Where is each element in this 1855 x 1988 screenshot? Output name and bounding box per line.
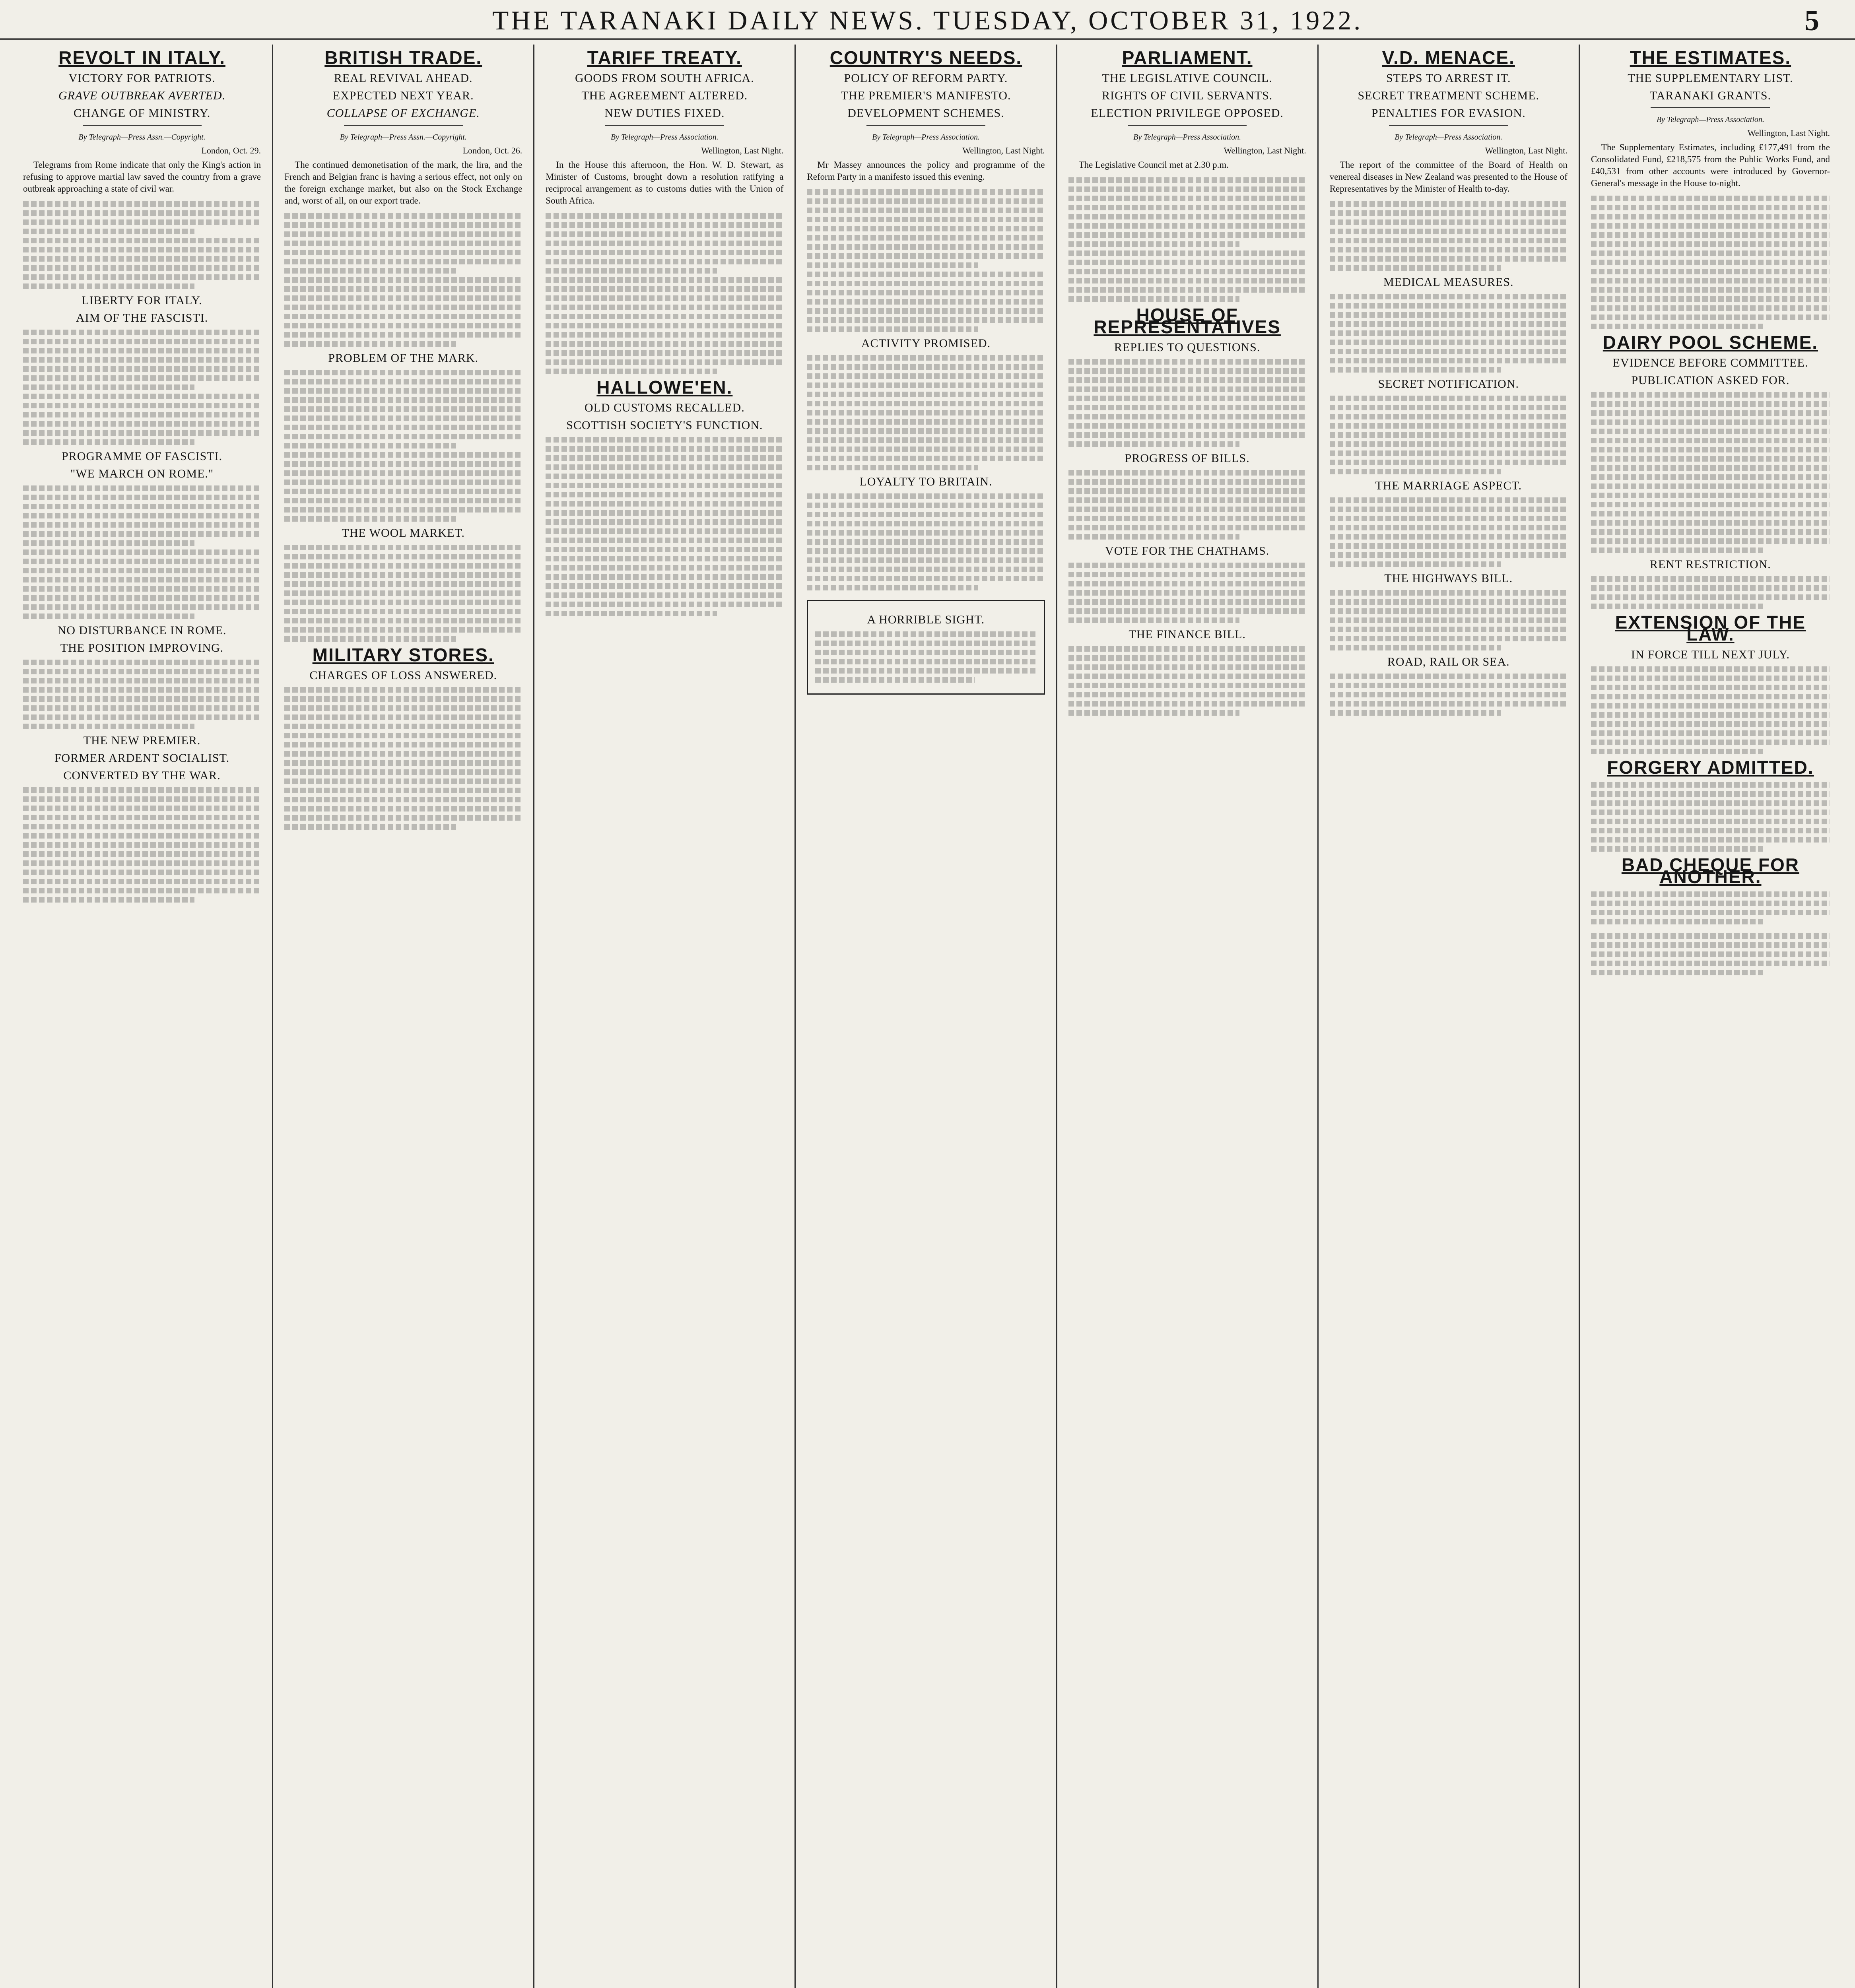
section-heading: THE POSITION IMPROVING. xyxy=(60,641,224,654)
newspaper-title: THE TARANAKI DAILY NEWS. TUESDAY, OCTOBER 31, 1922. xyxy=(492,5,1363,35)
dateline: London, Oct. 26. xyxy=(462,146,523,155)
article-body xyxy=(1068,470,1306,540)
subheading: PENALTIES FOR EVASION. xyxy=(1371,107,1526,120)
section-heading: CONVERTED BY THE WAR. xyxy=(63,769,221,782)
article-body xyxy=(807,493,1045,590)
subheading: NEW DUTIES FIXED. xyxy=(604,107,725,120)
dateline: Wellington, Last Night. xyxy=(701,146,784,155)
dateline: Wellington, Last Night. xyxy=(1224,146,1306,155)
article-lead: The Legislative Council met at 2.30 p.m. xyxy=(1078,160,1229,170)
headline: REVOLT IN ITALY. xyxy=(58,47,225,68)
section-heading: REPLIES TO QUESTIONS. xyxy=(1114,341,1261,354)
masthead xyxy=(0,0,1855,40)
article-body xyxy=(807,189,1045,332)
headline: HALLOWE'EN. xyxy=(596,377,733,398)
section-heading: NO DISTURBANCE IN ROME. xyxy=(57,624,227,637)
divider xyxy=(1128,125,1247,126)
dateline: London, Oct. 29. xyxy=(201,146,261,155)
section-heading: PROGRESS OF BILLS. xyxy=(1125,452,1250,465)
subheading: CHANGE OF MINISTRY. xyxy=(73,107,211,120)
subheading: VICTORY FOR PATRIOTS. xyxy=(68,72,216,85)
headline: FORGERY ADMITTED. xyxy=(1607,757,1814,778)
section-heading: THE MARRIAGE ASPECT. xyxy=(1375,479,1522,492)
headline: EXTENSION OF THE LAW. xyxy=(1615,612,1806,645)
section-heading: THE HIGHWAYS BILL. xyxy=(1384,572,1513,585)
subheading: DEVELOPMENT SCHEMES. xyxy=(847,107,1004,120)
subheading: STEPS TO ARREST IT. xyxy=(1386,72,1511,85)
article-body xyxy=(1591,782,1830,852)
section-heading: THE NEW PREMIER. xyxy=(83,734,201,747)
section-heading: ROAD, RAIL OR SEA. xyxy=(1387,655,1510,668)
dateline: Wellington, Last Night. xyxy=(1485,146,1568,155)
section-heading: PROGRAMME OF FASCISTI. xyxy=(62,450,223,463)
article-body xyxy=(1068,359,1306,447)
section-heading: IN FORCE TILL NEXT JULY. xyxy=(1631,648,1790,661)
subheading: THE LEGISLATIVE COUNCIL. xyxy=(1102,72,1272,85)
subheading: ELECTION PRIVILEGE OPPOSED. xyxy=(1091,107,1284,120)
subheading: THE AGREEMENT ALTERED. xyxy=(581,89,748,102)
section-heading: PUBLICATION ASKED FOR. xyxy=(1631,374,1790,387)
article-body xyxy=(284,213,522,347)
article-body xyxy=(1330,590,1568,650)
article-body xyxy=(23,660,261,729)
headline: BAD CHEQUE FOR ANOTHER. xyxy=(1621,854,1799,887)
section-heading: RENT RESTRICTION. xyxy=(1650,558,1771,571)
article-body xyxy=(1330,674,1568,716)
article-body xyxy=(23,787,261,903)
column-1 xyxy=(12,45,273,1988)
headline: TARIFF TREATY. xyxy=(587,47,742,68)
column-2 xyxy=(273,45,534,1988)
byline: By Telegraph—Press Association. xyxy=(1656,115,1764,124)
headline: MILITARY STORES. xyxy=(312,645,494,665)
headline: DAIRY POOL SCHEME. xyxy=(1602,332,1818,353)
section-heading: LOYALTY TO BRITAIN. xyxy=(859,475,993,488)
headline: PARLIAMENT. xyxy=(1122,47,1253,68)
headline: HOUSE OF REPRESENTATIVES xyxy=(1094,305,1281,337)
article-lead: Telegrams from Rome indicate that only the King's action in refusing to approve martial law saved the country from a grave outbreak approaching a state of civil war. xyxy=(23,160,261,194)
article-body xyxy=(1591,392,1830,553)
section-heading: THE FINANCE BILL. xyxy=(1129,628,1246,641)
article-lead: The report of the committee of the Board of Health on venereal diseases in New Zealand was presented to the House of Representatives by the Minister of Health to-day. xyxy=(1329,160,1568,194)
dateline: Wellington, Last Night. xyxy=(1747,128,1830,138)
byline: By Telegraph—Press Association. xyxy=(872,133,980,142)
byline: By Telegraph—Press Association. xyxy=(1395,133,1503,142)
byline: By Telegraph—Press Assn.—Copyright. xyxy=(340,133,467,142)
section-heading: SECRET NOTIFICATION. xyxy=(1378,377,1519,390)
divider xyxy=(1651,107,1770,108)
byline: By Telegraph—Press Association. xyxy=(1133,133,1241,142)
section-heading: LIBERTY FOR ITALY. xyxy=(82,294,202,307)
divider xyxy=(344,125,463,126)
column-3 xyxy=(534,45,796,1988)
article-lead: The Supplementary Estimates, including £177,491 from the Consolidated Fund, £218,575 from the Public Works Fund, and £40,531 from other accounts were introduced by Governor-General's message in the House to-night. xyxy=(1591,142,1830,188)
section-heading: PROBLEM OF THE MARK. xyxy=(328,351,479,365)
section-heading: ACTIVITY PROMISED. xyxy=(861,337,991,350)
article-lead: The continued demonetisation of the mark, the lira, and the French and Belgian franc is having a serious effect, not only on the foreign exchange market, but also on the Stock Exchange and, worst of all, on our export trade. xyxy=(284,160,523,206)
section-heading: VOTE FOR THE CHATHAMS. xyxy=(1105,544,1270,557)
byline: By Telegraph—Press Association. xyxy=(610,133,719,142)
article-body xyxy=(1068,563,1306,623)
article-body xyxy=(23,330,261,445)
subheading: RIGHTS OF CIVIL SERVANTS. xyxy=(1101,89,1273,102)
article-body xyxy=(1330,201,1568,271)
article-body xyxy=(1591,891,1830,924)
page-number: 5 xyxy=(1804,4,1819,37)
section-heading: OLD CUSTOMS RECALLED. xyxy=(584,401,745,414)
advertisement-box xyxy=(807,600,1045,695)
columns-container xyxy=(12,45,1841,1988)
subheading: SECRET TREATMENT SCHEME. xyxy=(1358,89,1540,102)
divider xyxy=(605,125,724,126)
article-body xyxy=(1068,646,1306,716)
column-5 xyxy=(1057,45,1319,1988)
headline: COUNTRY'S NEEDS. xyxy=(829,47,1022,68)
subheading: COLLAPSE OF EXCHANGE. xyxy=(326,107,480,120)
article-body xyxy=(23,485,261,619)
headline: BRITISH TRADE. xyxy=(324,47,482,68)
section-heading: A HORRIBLE SIGHT. xyxy=(867,613,985,626)
subheading: REAL REVIVAL AHEAD. xyxy=(334,72,473,85)
article-body xyxy=(284,687,522,830)
article-body xyxy=(546,437,783,616)
subheading: TARANAKI GRANTS. xyxy=(1649,89,1771,102)
subheading: THE SUPPLEMENTARY LIST. xyxy=(1628,72,1793,85)
headline: V.D. MENACE. xyxy=(1382,47,1515,68)
subheading: EXPECTED NEXT YEAR. xyxy=(332,89,474,102)
column-4 xyxy=(796,45,1057,1988)
subheading: POLICY OF REFORM PARTY. xyxy=(844,72,1008,85)
section-heading: "WE MARCH ON ROME." xyxy=(70,467,214,480)
article-body xyxy=(1330,497,1568,567)
article-body xyxy=(1068,177,1306,302)
article-body xyxy=(1591,933,1830,975)
article-lead: In the House this afternoon, the Hon. W. D. Stewart, as Minister of Customs, brought down a resolution ratifying a reciprocal arrangement as to customs duties with the Union of South Africa. xyxy=(546,160,784,206)
divider xyxy=(83,125,202,126)
byline: By Telegraph—Press Assn.—Copyright. xyxy=(78,133,206,142)
article-body xyxy=(807,355,1045,470)
article-body xyxy=(1330,396,1568,474)
article-lead: Mr Massey announces the policy and programme of the Reform Party in a manifesto issued this evening. xyxy=(807,160,1045,182)
article-body xyxy=(284,370,522,522)
divider xyxy=(1389,125,1508,126)
subheading: GRAVE OUTBREAK AVERTED. xyxy=(58,89,226,102)
divider xyxy=(866,125,985,126)
article-body xyxy=(1330,294,1568,373)
article-body xyxy=(1591,196,1830,329)
article-body xyxy=(1591,666,1830,754)
section-heading: MEDICAL MEASURES. xyxy=(1383,276,1514,289)
subheading: THE PREMIER'S MANIFESTO. xyxy=(841,89,1011,102)
section-heading: CHARGES OF LOSS ANSWERED. xyxy=(309,669,497,682)
section-heading: THE WOOL MARKET. xyxy=(342,526,465,540)
column-7 xyxy=(1580,45,1841,1988)
column-6 xyxy=(1319,45,1580,1988)
article-body xyxy=(23,201,261,289)
subheading: GOODS FROM SOUTH AFRICA. xyxy=(575,72,754,85)
dateline: Wellington, Last Night. xyxy=(962,146,1045,155)
section-heading: SCOTTISH SOCIETY'S FUNCTION. xyxy=(566,419,763,432)
article-body xyxy=(546,213,783,374)
article-body xyxy=(284,545,522,642)
article-body xyxy=(1591,576,1830,609)
section-heading: FORMER ARDENT SOCIALIST. xyxy=(54,751,230,765)
section-heading: EVIDENCE BEFORE COMMITTEE. xyxy=(1612,356,1808,369)
section-heading: AIM OF THE FASCISTI. xyxy=(76,311,208,324)
headline: THE ESTIMATES. xyxy=(1630,47,1791,68)
